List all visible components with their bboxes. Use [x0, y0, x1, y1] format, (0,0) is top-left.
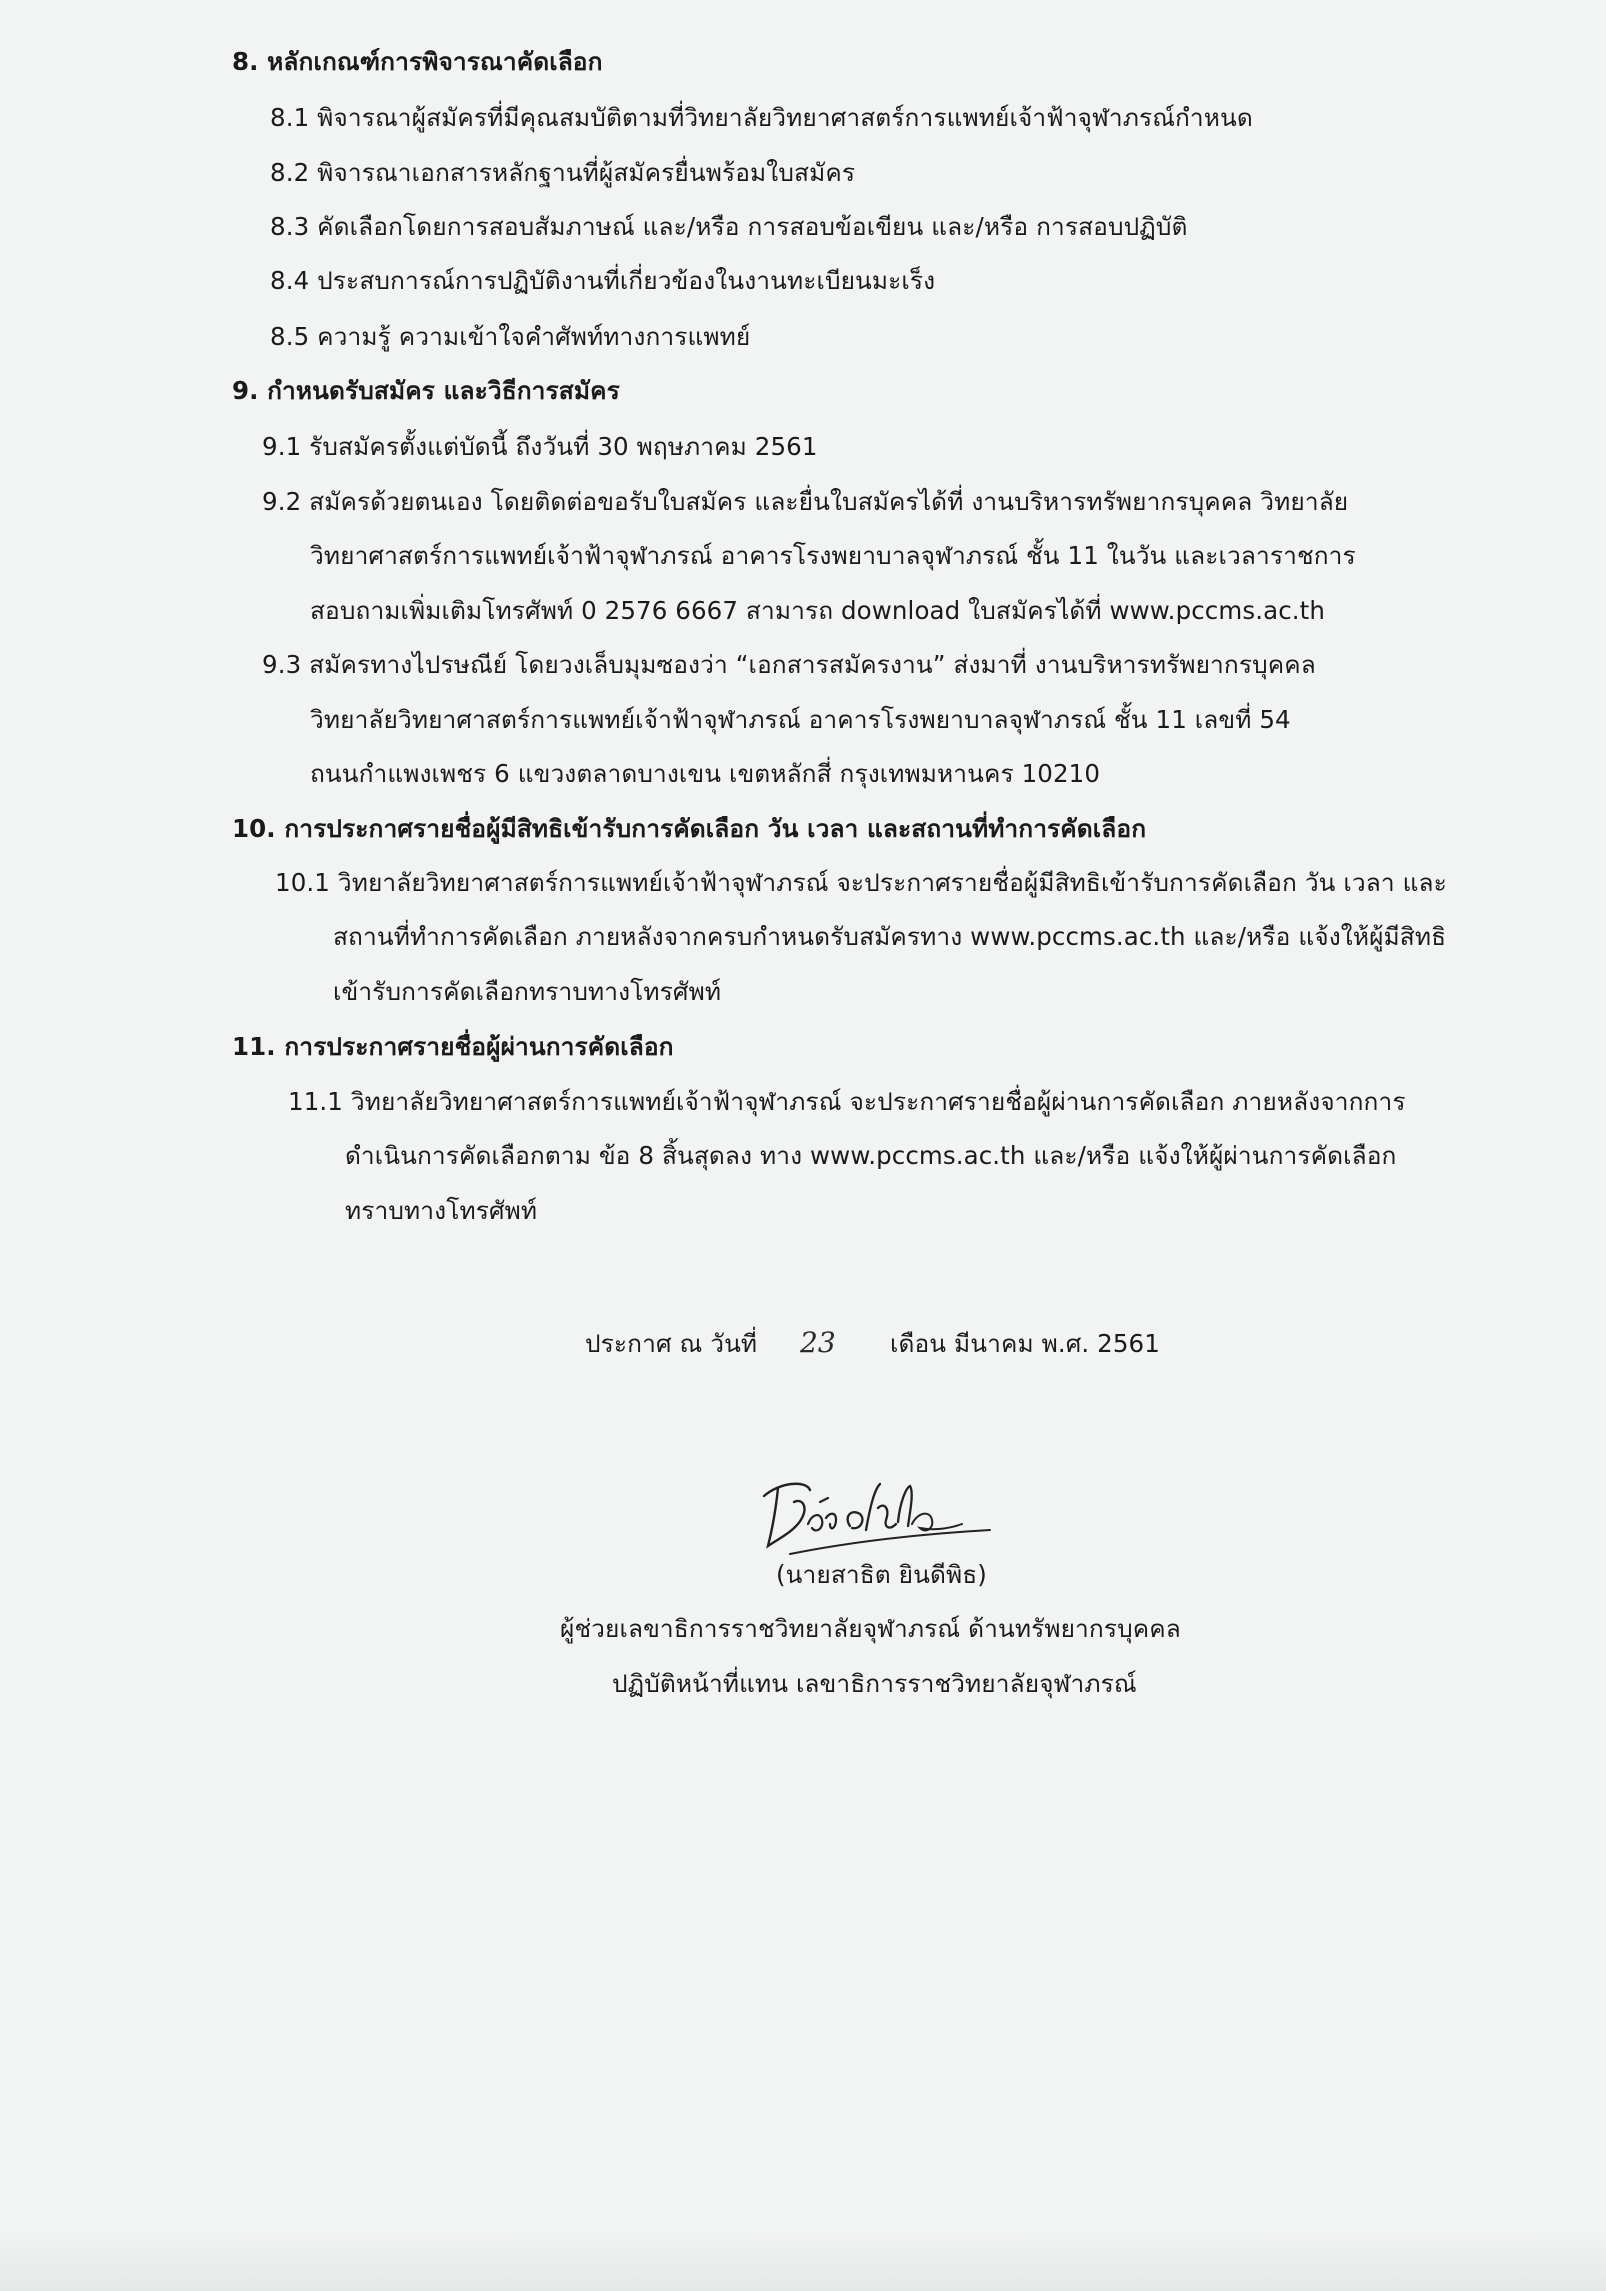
- section-8-item-5: 8.5 ความรู้ ความเข้าใจคำศัพท์ทางการแพทย์: [270, 322, 751, 351]
- section-9-item-3-line-3: ถนนกำแพงเพชร 6 แขวงตลาดบางเขน เขตหลักสี่ กรุงเทพมหานคร 10210: [310, 759, 1101, 788]
- section-9-item-2-line-3: สอบถามเพิ่มเติมโทรศัพท์ 0 2576 6667 สามารถ download ใบสมัครได้ที่ www.pccms.ac.th: [310, 596, 1325, 625]
- signatory-position-line-2: ปฏิบัติหน้าที่แทน เลขาธิการราชวิทยาลัยจุฬาภรณ์: [612, 1669, 1137, 1698]
- scan-bottom-edge: [0, 2231, 1606, 2291]
- announcement-prefix: ประกาศ ณ วันที่: [585, 1329, 758, 1358]
- signatory-name: (นายสาธิต ยินดีพิธ): [776, 1560, 987, 1589]
- section-9-item-2-line-2: วิทยาศาสตร์การแพทย์เจ้าฟ้าจุฬาภรณ์ อาคารโรงพยาบาลจุฬาภรณ์ ชั้น 11 ในวัน และเวลาราชการ: [310, 541, 1356, 570]
- section-10-item-1-line-1: 10.1 วิทยาลัยวิทยาศาสตร์การแพทย์เจ้าฟ้าจุฬาภรณ์ จะประกาศรายชื่อผู้มีสิทธิเข้ารับการคัดเลือก วัน เวลา และ: [275, 868, 1447, 897]
- handwritten-signature: [750, 1468, 1010, 1558]
- section-8-heading: 8. หลักเกณฑ์การพิจารณาคัดเลือก: [232, 47, 603, 76]
- section-11-heading: 11. การประกาศรายชื่อผู้ผ่านการคัดเลือก: [232, 1032, 674, 1061]
- section-8-item-2: 8.2 พิจารณาเอกสารหลักฐานที่ผู้สมัครยื่นพร้อมใบสมัคร: [270, 158, 856, 187]
- section-8-item-1: 8.1 พิจารณาผู้สมัครที่มีคุณสมบัติตามที่วิทยาลัยวิทยาศาสตร์การแพทย์เจ้าฟ้าจุฬาภรณ์กำหนด: [270, 103, 1253, 132]
- section-8-item-3: 8.3 คัดเลือกโดยการสอบสัมภาษณ์ และ/หรือ การสอบข้อเขียน และ/หรือ การสอบปฏิบัติ: [270, 212, 1188, 241]
- section-11-item-1-line-1: 11.1 วิทยาลัยวิทยาศาสตร์การแพทย์เจ้าฟ้าจุฬาภรณ์ จะประกาศรายชื่อผู้ผ่านการคัดเลือก ภายหลังจากการ: [288, 1087, 1406, 1116]
- section-8-item-4: 8.4 ประสบการณ์การปฏิบัติงานที่เกี่ยวข้องในงานทะเบียนมะเร็ง: [270, 266, 936, 295]
- section-9-item-3-line-2: วิทยาลัยวิทยาศาสตร์การแพทย์เจ้าฟ้าจุฬาภรณ์ อาคารโรงพยาบาลจุฬาภรณ์ ชั้น 11 เลขที่ 54: [310, 705, 1291, 734]
- section-10-item-1-line-2: สถานที่ทำการคัดเลือก ภายหลังจากครบกำหนดรับสมัครทาง www.pccms.ac.th และ/หรือ แจ้งให้ผู้มีสิทธิ: [333, 922, 1447, 951]
- section-9-heading: 9. กำหนดรับสมัคร และวิธีการสมัคร: [232, 376, 620, 405]
- section-9-item-1: 9.1 รับสมัครตั้งแต่บัดนี้ ถึงวันที่ 30 พฤษภาคม 2561: [262, 432, 818, 461]
- section-9-item-2-line-1: 9.2 สมัครด้วยตนเอง โดยติดต่อขอรับใบสมัคร และยื่นใบสมัครได้ที่ งานบริหารทรัพยากรบุคคล วิทยาลัย: [262, 487, 1349, 516]
- section-11-item-1-line-3: ทราบทางโทรศัพท์: [345, 1196, 538, 1225]
- announcement-day: 23: [800, 1326, 836, 1359]
- section-9-item-3-line-1: 9.3 สมัครทางไปรษณีย์ โดยวงเล็บมุมซองว่า “เอกสารสมัครงาน” ส่งมาที่ งานบริหารทรัพยากรบุคคล: [262, 650, 1316, 679]
- announcement-month-year: เดือน มีนาคม พ.ศ. 2561: [890, 1329, 1160, 1358]
- section-10-heading: 10. การประกาศรายชื่อผู้มีสิทธิเข้ารับการคัดเลือก วัน เวลา และสถานที่ทำการคัดเลือก: [232, 814, 1147, 843]
- signatory-position-line-1: ผู้ช่วยเลขาธิการราชวิทยาลัยจุฬาภรณ์ ด้านทรัพยากรบุคคล: [560, 1614, 1181, 1643]
- section-10-item-1-line-3: เข้ารับการคัดเลือกทราบทางโทรศัพท์: [333, 977, 722, 1006]
- section-11-item-1-line-2: ดำเนินการคัดเลือกตาม ข้อ 8 สิ้นสุดลง ทาง www.pccms.ac.th และ/หรือ แจ้งให้ผู้ผ่านการคัดเลือก: [345, 1141, 1397, 1170]
